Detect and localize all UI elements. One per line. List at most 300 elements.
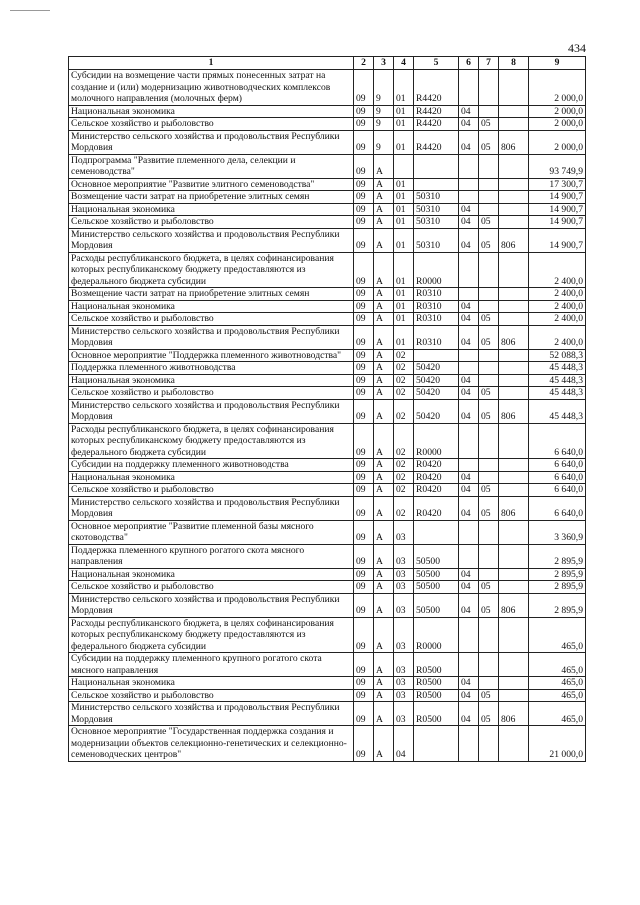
program-code-cell: А <box>374 387 394 400</box>
section-code-cell: 04 <box>459 374 479 387</box>
program-code-cell: А <box>374 726 394 762</box>
item-name-cell: Сельское хозяйство и рыболовство <box>69 313 354 326</box>
table-row <box>69 288 586 301</box>
amount-cell: 2 000,0 <box>529 70 586 106</box>
program-code-cell: А <box>374 300 394 313</box>
expense-code-cell: 50420 <box>414 362 459 375</box>
item-name-cell: Национальная экономика <box>69 471 354 484</box>
subsection-code-cell: 05 <box>479 593 499 617</box>
item-name-cell: Основное мероприятие "Государственная поддержка создания и модернизации объектов селекционно-генетических и селекционно-семеноводческих центров" <box>69 726 354 762</box>
ministry-code-cell: 09 <box>354 154 374 178</box>
amount-cell: 6 640,0 <box>529 423 586 459</box>
program-code-cell: А <box>374 374 394 387</box>
expense-type-cell: 806 <box>499 325 529 349</box>
amount-cell: 465,0 <box>529 653 586 677</box>
subsection-code-cell <box>479 300 499 313</box>
expense-code-cell <box>414 349 459 362</box>
ministry-code-cell: 09 <box>354 216 374 229</box>
table-row <box>69 374 586 387</box>
item-name-cell: Национальная экономика <box>69 105 354 118</box>
section-code-cell <box>459 362 479 375</box>
ministry-code-cell: 09 <box>354 484 374 497</box>
amount-cell: 14 900,7 <box>529 191 586 204</box>
ministry-code-cell: 09 <box>354 191 374 204</box>
program-code-cell: А <box>374 593 394 617</box>
table-row <box>69 70 586 106</box>
subprogram-code-cell: 03 <box>394 520 414 544</box>
expense-type-cell <box>499 252 529 288</box>
expense-type-cell <box>499 154 529 178</box>
item-name-cell: Сельское хозяйство и рыболовство <box>69 484 354 497</box>
expense-code-cell: R0500 <box>414 653 459 677</box>
subsection-code-cell: 05 <box>479 228 499 252</box>
subsection-code-cell <box>479 677 499 690</box>
program-code-cell: А <box>374 399 394 423</box>
expense-code-cell: R0000 <box>414 423 459 459</box>
expense-type-cell <box>499 300 529 313</box>
ministry-code-cell: 09 <box>354 325 374 349</box>
table-row <box>69 228 586 252</box>
expense-code-cell: 50420 <box>414 374 459 387</box>
expense-code-cell <box>414 520 459 544</box>
subsection-code-cell <box>479 203 499 216</box>
ministry-code-cell: 09 <box>354 689 374 702</box>
program-code-cell: А <box>374 423 394 459</box>
ministry-code-cell: 09 <box>354 288 374 301</box>
budget-table <box>68 56 586 762</box>
amount-cell: 2 895,9 <box>529 544 586 568</box>
section-code-cell <box>459 520 479 544</box>
amount-cell: 2 895,9 <box>529 581 586 594</box>
expense-type-cell <box>499 387 529 400</box>
amount-cell: 3 360,9 <box>529 520 586 544</box>
expense-type-cell: 806 <box>499 702 529 726</box>
section-code-cell <box>459 70 479 106</box>
ministry-code-cell: 09 <box>354 471 374 484</box>
expense-type-cell <box>499 288 529 301</box>
expense-code-cell: 50310 <box>414 203 459 216</box>
program-code-cell: А <box>374 496 394 520</box>
section-code-cell: 04 <box>459 593 479 617</box>
page-number: 434 <box>568 41 586 55</box>
item-name-cell: Основное мероприятие "Развитие элитного семеноводства" <box>69 178 354 191</box>
subsection-code-cell: 05 <box>479 130 499 154</box>
expense-type-cell <box>499 653 529 677</box>
subsection-code-cell <box>479 653 499 677</box>
program-code-cell: А <box>374 520 394 544</box>
subprogram-code-cell: 02 <box>394 399 414 423</box>
expense-type-cell <box>499 349 529 362</box>
expense-type-cell <box>499 617 529 653</box>
amount-cell: 2 400,0 <box>529 325 586 349</box>
expense-code-cell: R0310 <box>414 325 459 349</box>
ministry-code-cell: 09 <box>354 300 374 313</box>
table-row <box>69 726 586 762</box>
item-name-cell: Министерство сельского хозяйства и продовольствия Республики Мордовия <box>69 228 354 252</box>
ministry-code-cell: 09 <box>354 520 374 544</box>
expense-type-cell <box>499 677 529 690</box>
ministry-code-cell: 09 <box>354 105 374 118</box>
expense-type-cell <box>499 105 529 118</box>
subprogram-code-cell: 01 <box>394 288 414 301</box>
item-name-cell: Поддержка племенного животноводства <box>69 362 354 375</box>
program-code-cell: А <box>374 689 394 702</box>
table-row <box>69 544 586 568</box>
subsection-code-cell <box>479 362 499 375</box>
expense-code-cell: R0310 <box>414 288 459 301</box>
amount-cell: 2 000,0 <box>529 130 586 154</box>
section-code-cell <box>459 288 479 301</box>
amount-cell: 45 448,3 <box>529 362 586 375</box>
expense-code-cell: R0310 <box>414 313 459 326</box>
expense-type-cell <box>499 423 529 459</box>
program-code-cell: 9 <box>374 70 394 106</box>
expense-code-cell: 50500 <box>414 593 459 617</box>
column-header: 4 <box>394 57 414 70</box>
subsection-code-cell <box>479 70 499 106</box>
expense-code-cell: 50500 <box>414 544 459 568</box>
expense-code-cell: 50420 <box>414 399 459 423</box>
subprogram-code-cell: 01 <box>394 118 414 131</box>
table-row <box>69 178 586 191</box>
subprogram-code-cell: 04 <box>394 726 414 762</box>
column-header: 8 <box>499 57 529 70</box>
item-name-cell: Основное мероприятие "Развитие племенной базы мясного скотоводства" <box>69 520 354 544</box>
subprogram-code-cell: 02 <box>394 362 414 375</box>
table-row <box>69 617 586 653</box>
expense-code-cell: 50500 <box>414 581 459 594</box>
subprogram-code-cell <box>394 154 414 178</box>
expense-code-cell: R0500 <box>414 689 459 702</box>
ministry-code-cell: 09 <box>354 228 374 252</box>
expense-type-cell <box>499 374 529 387</box>
subsection-code-cell: 05 <box>479 581 499 594</box>
ministry-code-cell: 09 <box>354 118 374 131</box>
expense-type-cell: 806 <box>499 228 529 252</box>
expense-code-cell: 50310 <box>414 216 459 229</box>
section-code-cell <box>459 178 479 191</box>
section-code-cell: 04 <box>459 118 479 131</box>
section-code-cell: 04 <box>459 105 479 118</box>
program-code-cell: А <box>374 484 394 497</box>
ministry-code-cell: 09 <box>354 726 374 762</box>
program-code-cell: А <box>374 544 394 568</box>
program-code-cell: А <box>374 216 394 229</box>
subsection-code-cell <box>479 423 499 459</box>
program-code-cell: 9 <box>374 130 394 154</box>
subprogram-code-cell: 03 <box>394 593 414 617</box>
column-header: 6 <box>459 57 479 70</box>
program-code-cell: А <box>374 325 394 349</box>
section-code-cell <box>459 617 479 653</box>
item-name-cell: Сельское хозяйство и рыболовство <box>69 689 354 702</box>
column-header: 1 <box>69 57 354 70</box>
section-code-cell: 04 <box>459 313 479 326</box>
table-row <box>69 387 586 400</box>
amount-cell: 93 749,9 <box>529 154 586 178</box>
item-name-cell: Субсидии на поддержку племенного крупного рогатого скота мясного направления <box>69 653 354 677</box>
amount-cell: 465,0 <box>529 617 586 653</box>
subsection-code-cell: 05 <box>479 118 499 131</box>
expense-type-cell <box>499 313 529 326</box>
expense-type-cell <box>499 203 529 216</box>
expense-type-cell: 806 <box>499 130 529 154</box>
item-name-cell: Национальная экономика <box>69 677 354 690</box>
amount-cell: 6 640,0 <box>529 471 586 484</box>
expense-type-cell <box>499 362 529 375</box>
expense-code-cell: R0500 <box>414 677 459 690</box>
amount-cell: 45 448,3 <box>529 399 586 423</box>
section-code-cell: 04 <box>459 387 479 400</box>
ministry-code-cell: 09 <box>354 593 374 617</box>
section-code-cell: 04 <box>459 496 479 520</box>
item-name-cell: Расходы республиканского бюджета, в целях софинансирования которых республиканскому бюджету предоставляются из федерального бюджета субсидии <box>69 252 354 288</box>
item-name-cell: Подпрограмма "Развитие племенного дела, селекции и семеноводства" <box>69 154 354 178</box>
program-code-cell: А <box>374 252 394 288</box>
section-code-cell: 04 <box>459 568 479 581</box>
subprogram-code-cell: 03 <box>394 544 414 568</box>
expense-type-cell <box>499 459 529 472</box>
subprogram-code-cell: 02 <box>394 387 414 400</box>
column-header: 3 <box>374 57 394 70</box>
program-code-cell: 9 <box>374 105 394 118</box>
subprogram-code-cell: 01 <box>394 203 414 216</box>
item-name-cell: Национальная экономика <box>69 300 354 313</box>
table-row <box>69 653 586 677</box>
expense-type-cell <box>499 726 529 762</box>
program-code-cell: А <box>374 154 394 178</box>
subsection-code-cell <box>479 252 499 288</box>
item-name-cell: Сельское хозяйство и рыболовство <box>69 216 354 229</box>
table-header-row <box>69 57 586 70</box>
ministry-code-cell: 09 <box>354 702 374 726</box>
subsection-code-cell: 05 <box>479 313 499 326</box>
subsection-code-cell: 05 <box>479 496 499 520</box>
subprogram-code-cell: 01 <box>394 70 414 106</box>
subprogram-code-cell: 01 <box>394 325 414 349</box>
item-name-cell: Возмещение части затрат на приобретение элитных семян <box>69 288 354 301</box>
program-code-cell: А <box>374 471 394 484</box>
expense-code-cell: R4420 <box>414 130 459 154</box>
amount-cell: 465,0 <box>529 689 586 702</box>
section-code-cell: 04 <box>459 484 479 497</box>
item-name-cell: Расходы республиканского бюджета, в целях софинансирования которых республиканскому бюджету предоставляются из федерального бюджета субсидии <box>69 617 354 653</box>
subsection-code-cell <box>479 288 499 301</box>
program-code-cell: А <box>374 362 394 375</box>
subprogram-code-cell: 03 <box>394 689 414 702</box>
program-code-cell: А <box>374 178 394 191</box>
expense-type-cell <box>499 484 529 497</box>
subsection-code-cell <box>479 520 499 544</box>
table-row <box>69 459 586 472</box>
ministry-code-cell: 09 <box>354 568 374 581</box>
program-code-cell: А <box>374 702 394 726</box>
subprogram-code-cell: 01 <box>394 178 414 191</box>
ministry-code-cell: 09 <box>354 70 374 106</box>
expense-code-cell: R0420 <box>414 471 459 484</box>
item-name-cell: Субсидии на возмещение части прямых понесенных затрат на создание и (или) модернизацию животноводческих комплексов молочного направления (молочных ферм) <box>69 70 354 106</box>
table-row <box>69 496 586 520</box>
expense-type-cell <box>499 689 529 702</box>
subsection-code-cell <box>479 568 499 581</box>
ministry-code-cell: 09 <box>354 374 374 387</box>
program-code-cell: А <box>374 313 394 326</box>
subsection-code-cell <box>479 459 499 472</box>
expense-type-cell <box>499 471 529 484</box>
item-name-cell: Сельское хозяйство и рыболовство <box>69 387 354 400</box>
subsection-code-cell <box>479 544 499 568</box>
item-name-cell: Министерство сельского хозяйства и продовольствия Республики Мордовия <box>69 702 354 726</box>
section-code-cell: 04 <box>459 216 479 229</box>
section-code-cell <box>459 423 479 459</box>
item-name-cell: Министерство сельского хозяйства и продовольствия Республики Мордовия <box>69 325 354 349</box>
section-code-cell <box>459 349 479 362</box>
subprogram-code-cell: 02 <box>394 484 414 497</box>
expense-code-cell: R4420 <box>414 70 459 106</box>
expense-code-cell: R0420 <box>414 459 459 472</box>
expense-type-cell <box>499 581 529 594</box>
subprogram-code-cell: 03 <box>394 677 414 690</box>
ministry-code-cell: 09 <box>354 677 374 690</box>
program-code-cell: А <box>374 203 394 216</box>
section-code-cell: 04 <box>459 325 479 349</box>
expense-code-cell: R4420 <box>414 105 459 118</box>
expense-type-cell <box>499 216 529 229</box>
section-code-cell: 04 <box>459 203 479 216</box>
ministry-code-cell: 09 <box>354 399 374 423</box>
subprogram-code-cell: 01 <box>394 216 414 229</box>
expense-code-cell: R4420 <box>414 118 459 131</box>
table-row <box>69 581 586 594</box>
table-row <box>69 520 586 544</box>
amount-cell: 6 640,0 <box>529 496 586 520</box>
ministry-code-cell: 09 <box>354 653 374 677</box>
table-row <box>69 154 586 178</box>
table-row <box>69 252 586 288</box>
section-code-cell: 04 <box>459 581 479 594</box>
ministry-code-cell: 09 <box>354 423 374 459</box>
ministry-code-cell: 09 <box>354 313 374 326</box>
expense-type-cell <box>499 568 529 581</box>
amount-cell: 2 400,0 <box>529 252 586 288</box>
expense-type-cell: 806 <box>499 399 529 423</box>
program-code-cell: А <box>374 677 394 690</box>
program-code-cell: А <box>374 617 394 653</box>
expense-code-cell: R0500 <box>414 702 459 726</box>
table-row <box>69 568 586 581</box>
expense-type-cell <box>499 520 529 544</box>
subsection-code-cell <box>479 374 499 387</box>
program-code-cell: А <box>374 228 394 252</box>
program-code-cell: А <box>374 568 394 581</box>
ministry-code-cell: 09 <box>354 581 374 594</box>
program-code-cell: А <box>374 191 394 204</box>
table-row <box>69 362 586 375</box>
amount-cell: 21 000,0 <box>529 726 586 762</box>
item-name-cell: Министерство сельского хозяйства и продовольствия Республики Мордовия <box>69 130 354 154</box>
table-row <box>69 702 586 726</box>
expense-code-cell: R0000 <box>414 617 459 653</box>
expense-type-cell <box>499 191 529 204</box>
section-code-cell: 04 <box>459 399 479 423</box>
section-code-cell: 04 <box>459 228 479 252</box>
column-header: 7 <box>479 57 499 70</box>
expense-code-cell <box>414 178 459 191</box>
subsection-code-cell: 05 <box>479 689 499 702</box>
ministry-code-cell: 09 <box>354 544 374 568</box>
subprogram-code-cell: 01 <box>394 105 414 118</box>
subprogram-code-cell: 02 <box>394 471 414 484</box>
item-name-cell: Сельское хозяйство и рыболовство <box>69 581 354 594</box>
table-row <box>69 677 586 690</box>
amount-cell: 465,0 <box>529 702 586 726</box>
amount-cell: 45 448,3 <box>529 374 586 387</box>
subprogram-code-cell: 01 <box>394 300 414 313</box>
ministry-code-cell: 09 <box>354 459 374 472</box>
amount-cell: 52 088,3 <box>529 349 586 362</box>
expense-code-cell <box>414 154 459 178</box>
subprogram-code-cell: 02 <box>394 423 414 459</box>
amount-cell: 2 400,0 <box>529 313 586 326</box>
amount-cell: 14 900,7 <box>529 216 586 229</box>
expense-code-cell: 50310 <box>414 191 459 204</box>
amount-cell: 2 400,0 <box>529 300 586 313</box>
ministry-code-cell: 09 <box>354 617 374 653</box>
expense-code-cell: R0000 <box>414 252 459 288</box>
subsection-code-cell <box>479 471 499 484</box>
subprogram-code-cell: 01 <box>394 252 414 288</box>
ministry-code-cell: 09 <box>354 130 374 154</box>
ministry-code-cell: 09 <box>354 252 374 288</box>
subsection-code-cell <box>479 105 499 118</box>
table-body <box>69 70 586 762</box>
amount-cell: 2 000,0 <box>529 105 586 118</box>
section-code-cell: 04 <box>459 300 479 313</box>
expense-code-cell <box>414 726 459 762</box>
item-name-cell: Национальная экономика <box>69 568 354 581</box>
table-row <box>69 130 586 154</box>
section-code-cell: 04 <box>459 702 479 726</box>
subsection-code-cell <box>479 191 499 204</box>
amount-cell: 2 895,9 <box>529 593 586 617</box>
section-code-cell: 04 <box>459 677 479 690</box>
amount-cell: 6 640,0 <box>529 484 586 497</box>
subsection-code-cell <box>479 154 499 178</box>
table-row <box>69 191 586 204</box>
subsection-code-cell <box>479 178 499 191</box>
section-code-cell: 04 <box>459 689 479 702</box>
item-name-cell: Министерство сельского хозяйства и продовольствия Республики Мордовия <box>69 593 354 617</box>
table-row <box>69 593 586 617</box>
subsection-code-cell: 05 <box>479 387 499 400</box>
subprogram-code-cell: 03 <box>394 617 414 653</box>
amount-cell: 17 300,7 <box>529 178 586 191</box>
ministry-code-cell: 09 <box>354 349 374 362</box>
subprogram-code-cell: 01 <box>394 313 414 326</box>
table-row <box>69 300 586 313</box>
amount-cell: 465,0 <box>529 677 586 690</box>
program-code-cell: А <box>374 459 394 472</box>
item-name-cell: Сельское хозяйство и рыболовство <box>69 118 354 131</box>
expense-code-cell: R0420 <box>414 496 459 520</box>
table-row <box>69 689 586 702</box>
ministry-code-cell: 09 <box>354 387 374 400</box>
subprogram-code-cell: 02 <box>394 496 414 520</box>
subprogram-code-cell: 02 <box>394 374 414 387</box>
table-row <box>69 105 586 118</box>
amount-cell: 2 400,0 <box>529 288 586 301</box>
section-code-cell <box>459 726 479 762</box>
